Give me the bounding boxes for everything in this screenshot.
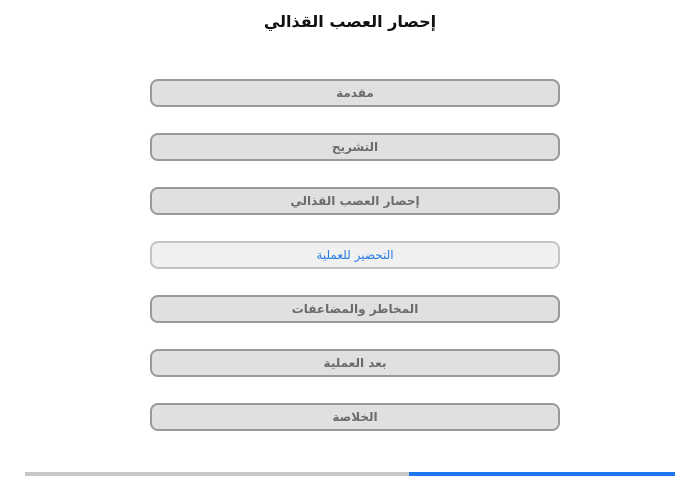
section-menu (150, 79, 560, 457)
progress-bar (25, 472, 675, 476)
menu-item-occipital-nerve-block[interactable]: إحصار العصب القذالي (150, 187, 560, 215)
page-title: إحصار العصب القذالي (263, 12, 437, 31)
menu-item-summary[interactable]: الخلاصة (150, 403, 560, 431)
menu-item-introduction[interactable]: مقدمة (150, 79, 560, 107)
progress-bar-fill (409, 472, 676, 476)
menu-item-risks-complications[interactable]: المخاطر والمضاعفات (150, 295, 560, 323)
menu-item-anatomy[interactable]: التشريح (150, 133, 560, 161)
menu-item-preparation[interactable]: التحضير للعملية (150, 241, 560, 269)
menu-item-after-procedure[interactable]: بعد العملية (150, 349, 560, 377)
